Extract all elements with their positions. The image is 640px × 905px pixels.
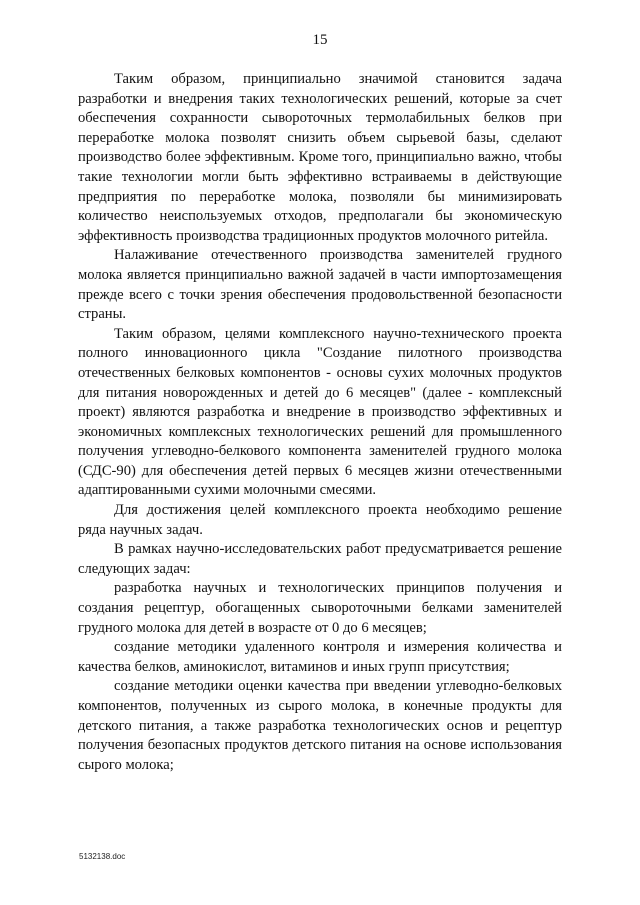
document-body: [78, 70, 562, 775]
page-number: 15: [312, 32, 328, 48]
paragraph: Налаживание отечественного производства заменителей грудного молока является принципиально важной задачей в части импортозамещения прежде всего с точки зрения обеспечения продовольственной безопасности страны.: [78, 247, 562, 323]
list-item: создание методики оценки качества при введении углеводно-белковых компонентов, полученных из сырого молока, в конечные продукты для детского питания, а также разработка технологических основ и рецептур получения безопасных продуктов детского питания на основе использования сырого молока;: [78, 678, 562, 773]
list-item: создание методики удаленного контроля и измерения количества и качества белков, аминокислот, витаминов и иных групп присутствия;: [78, 639, 562, 675]
paragraph: В рамках научно-исследовательских работ предусматривается решение следующих задач:: [78, 541, 562, 577]
paragraph: Таким образом, целями комплексного научно-технического проекта полного инновационного цикла "Создание пилотного производства отечественных белковых компонентов - основы сухих молочных продуктов для питания новорожденных и детей до 6 месяцев" (далее - комплексный проект) являются разработка и внедрение в производство эффективных и экономичных комплексных технологических решений для промышленного получения углеводно-белкового компонента заменителей грудного молока (СДС-90) для обеспечения детей первых 6 месяцев жизни отечественными адаптированными сухими молочными смесями.: [78, 325, 562, 499]
list-item: разработка научных и технологических принципов получения и создания рецептур, обогащенных сывороточными белками заменителей грудного молока для детей в возрасте от 0 до 6 месяцев;: [78, 580, 562, 636]
paragraph: Для достижения целей комплексного проекта необходимо решение ряда научных задач.: [78, 502, 562, 538]
file-name-footer: 5132138.doc: [79, 852, 126, 861]
paragraph: Таким образом, принципиально значимой становится задача разработки и внедрения таких технологических решений, которые за счет обеспечения сохранности сывороточных термолабильных белков при переработке молока позволят снизить объем сырьевой базы, сделают производство более эффективным. Кроме того, принципиально важно, чтобы такие технологии могли быть эффективно встраиваемы в действующие предприятия по переработке молока, позволяли бы минимизировать количество неиспользуемых отходов, предполагали бы экономическую эффективность производства традиционных продуктов молочного ритейла.: [78, 71, 562, 244]
